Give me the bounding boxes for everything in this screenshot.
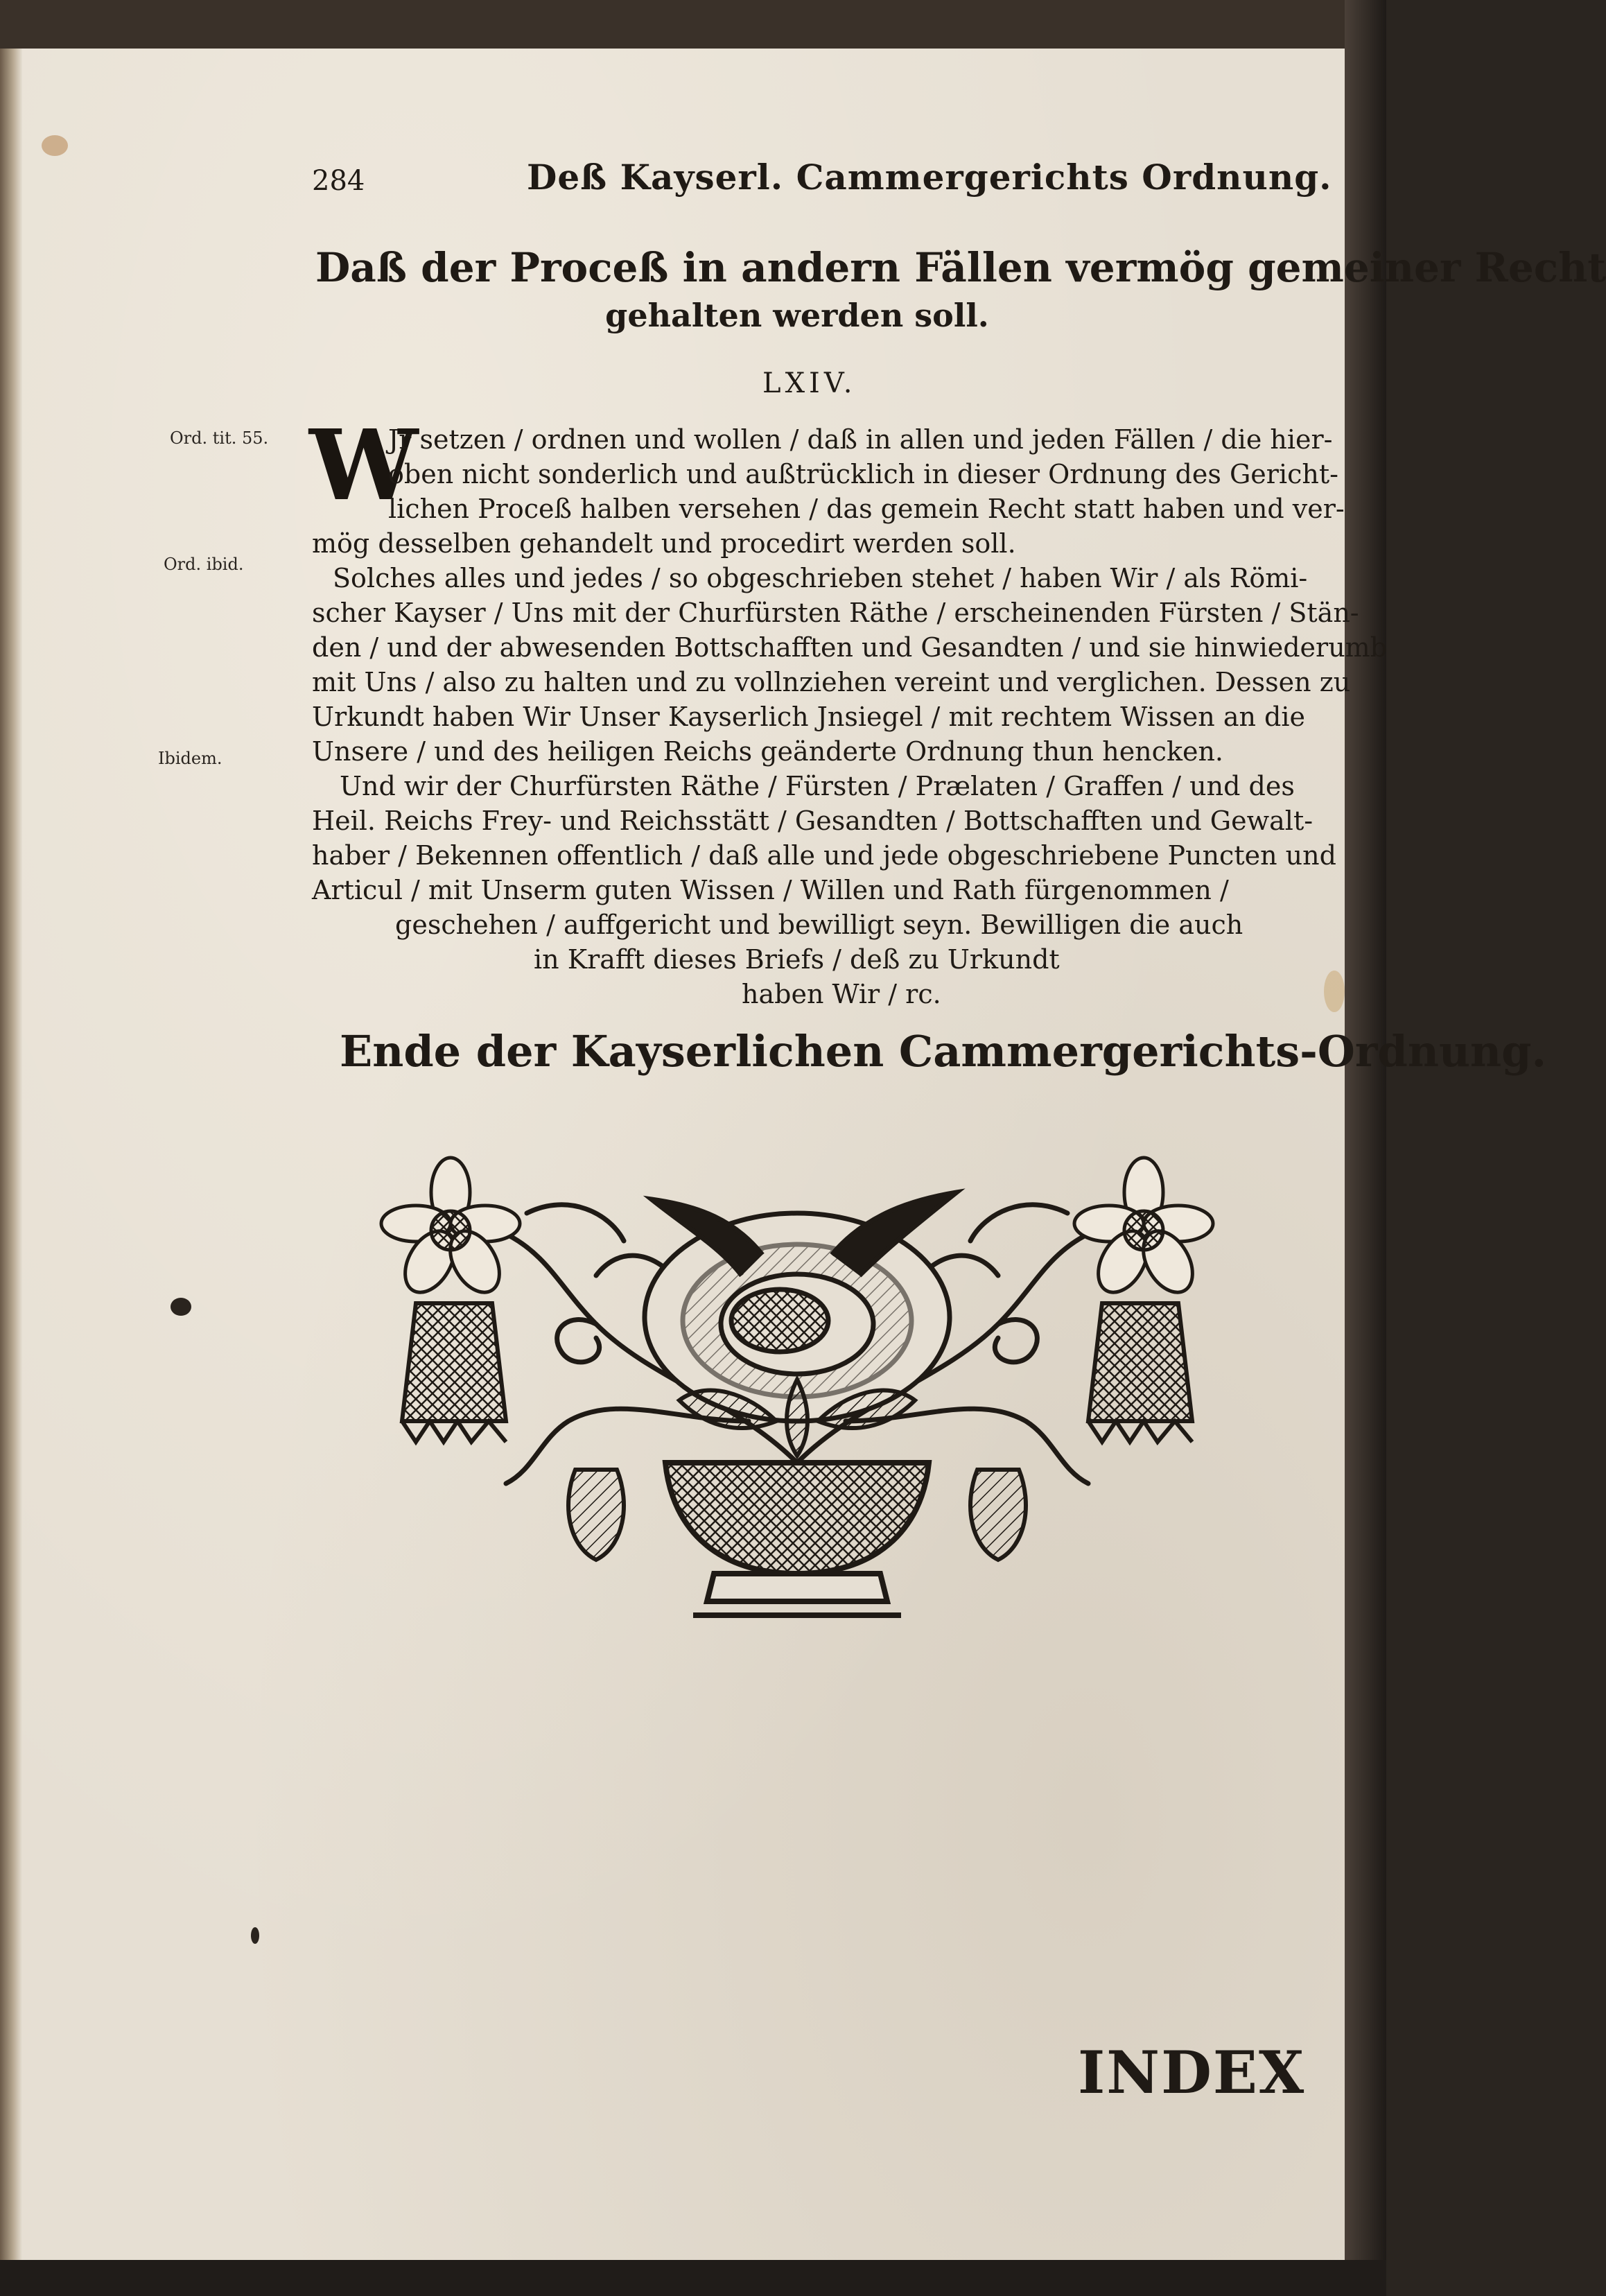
body-line: in Krafft dieses Briefs / deß zu Urkundt [534,944,1060,975]
body-line: lichen Proceß halben versehen / das gemein Recht statt haben und ver- [388,494,1345,524]
body-line: Unsere / und des heiligen Reichs geänderte Ordnung thun hencken. [312,736,1224,767]
floral-vase-woodcut-ornament [388,1172,1206,1622]
section-title-line-1: Daß der Proceß in andern Fällen vermög gemeiner Recht [315,244,1606,291]
book-edge [1345,0,1386,2296]
chapter-number: LXIV. [762,367,857,399]
scan-bottom-edge [0,2260,1386,2296]
body-line: Articul / mit Unserm guten Wissen / Willen und Rath fürgenommen / [312,875,1229,905]
page-number: 284 [312,165,365,197]
margin-note: Ord. ibid. [164,555,244,574]
ink-blot [171,1298,191,1316]
body-line: den / und der abwesenden Bottschafften und Gesandten / und sie hinwiederumb [312,632,1388,663]
margin-note: Ord. tit. 55. [170,428,269,448]
body-line: Urkundt haben Wir Unser Kayserlich Jnsiegel / mit rechtem Wissen an die [312,702,1306,732]
ink-blot [251,1927,259,1944]
drop-cap-initial: W [309,409,419,523]
body-line: Und wir der Churfürsten Räthe / Fürsten / Prælaten / Graffen / und des [340,771,1295,801]
body-line: mit Uns / also zu halten und zu vollnziehen vereint und verglichen. Dessen zu [312,667,1351,697]
running-header-title: Deß Kayserl. Cammergerichts Ordnung. [527,157,1332,198]
body-line: mög desselben gehandelt und procedirt werden soll. [312,528,1016,559]
scan-top-edge [0,0,1386,49]
catchword-index: INDEX [1078,2038,1306,2107]
paper-stain [42,135,68,156]
margin-note: Ibidem. [158,749,222,768]
body-line: geschehen / auffgericht und bewilligt seyn. Bewilligen die auch [395,910,1243,940]
body-line: scher Kayser / Uns mit der Churfürsten Räthe / erscheinenden Fürsten / Stän- [312,598,1359,628]
book-page [0,49,1359,2260]
body-line: Jr setzen / ordnen und wollen / daß in allen und jeden Fällen / die hier- [388,424,1333,455]
body-line: haben Wir / rc. [742,979,941,1009]
page-gutter-shadow [0,49,22,2260]
paper-stain [1324,971,1345,1012]
left-flower [381,1158,520,1301]
body-line: haber / Bekennen offentlich / daß alle und jede obgeschriebene Puncten und [312,840,1336,871]
section-title-line-2: gehalten werden soll. [605,297,989,334]
closing-title: Ende der Kayserlichen Cammergerichts-Ordnung. [340,1026,1547,1077]
body-line: Heil. Reichs Frey- und Reichsstätt / Gesandten / Bottschafften und Gewalt- [312,806,1313,836]
body-line: oben nicht sonderlich und außtrücklich in dieser Ordnung des Gericht- [388,459,1338,489]
right-flower [1074,1158,1213,1301]
body-line: Solches alles und jedes / so obgeschrieben stehet / haben Wir / als Römi- [333,563,1308,593]
